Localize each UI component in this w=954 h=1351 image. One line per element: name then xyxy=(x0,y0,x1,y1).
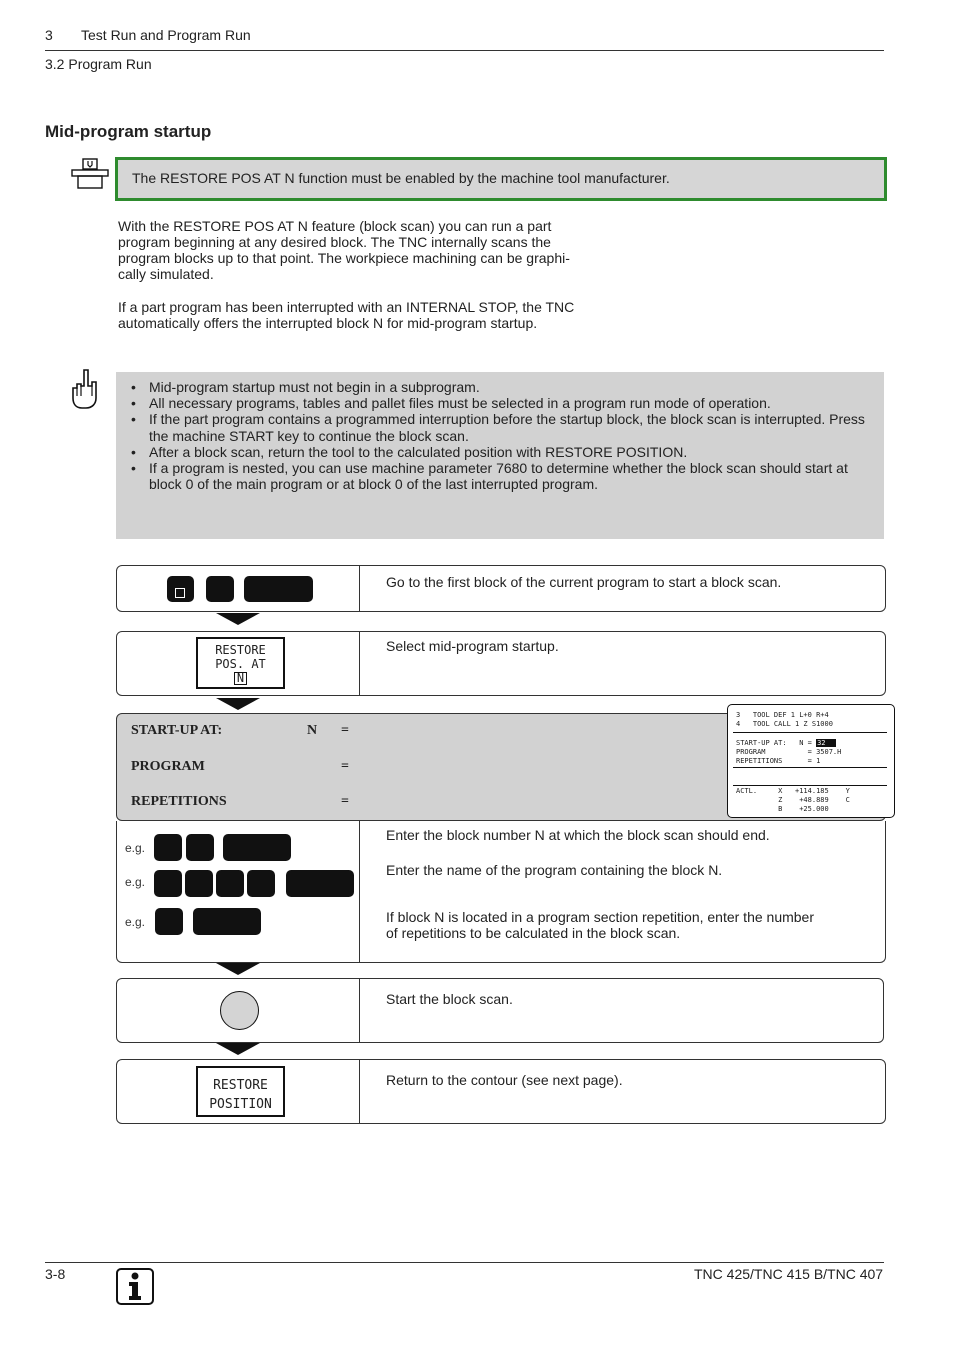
list-item: • If the part program contains a programmed interruption before the startup block, the block scan is interrupted. Press the machine START key to continue the block scan. xyxy=(131,411,871,443)
digit-key[interactable] xyxy=(206,576,234,602)
step-start-scan xyxy=(116,978,884,1043)
model-name: TNC 425/TNC 415 B/TNC 407 xyxy=(694,1266,884,1282)
equals-sign: = xyxy=(341,759,349,774)
program-label: PROGRAM xyxy=(131,759,205,774)
step-enter-values: e.g. e.g. e.g. Enter the block number N at which the block scan should end. Enter the name of the program containing the block N. If block N is located in a program section repetition, enter the number of repetitions to be calculated in the block scan. xyxy=(116,821,886,963)
flow-arrow xyxy=(216,1043,260,1055)
list-item: • Mid-program startup must not begin in a subprogram. xyxy=(131,379,871,395)
list-item: • After a block scan, return the tool to the calculated position with RESTORE POSITION. xyxy=(131,444,871,460)
digit-key[interactable] xyxy=(154,870,182,897)
enter-key[interactable] xyxy=(286,870,354,897)
header-rule xyxy=(45,50,884,51)
flow-arrow xyxy=(216,613,260,625)
step-5-text: Return to the contour (see next page). xyxy=(386,1072,623,1088)
digit-key[interactable] xyxy=(155,908,183,935)
notes-list xyxy=(131,379,871,492)
digit-key[interactable] xyxy=(216,870,244,897)
intro-paragraph-2: If a part program has been interrupted with an INTERNAL STOP, the TNC automatically offers the interrupted block N for mid-program startup. xyxy=(118,299,575,331)
list-item: • All necessary programs, tables and pallet files must be selected in a program run mode of operation. xyxy=(131,395,871,411)
intro-paragraph-1: With the RESTORE POS AT N feature (block scan) you can run a part program beginning at any desired block. The TNC internally scans the program blocks up to that point. The workpiece machining can be graphi- cally simulated. xyxy=(118,218,570,282)
enter-key[interactable] xyxy=(223,834,291,861)
repetitions-label: REPETITIONS xyxy=(131,794,227,809)
tnc-screen-preview: 3 TOOL DEF 1 L+0 R+4 4 TOOL CALL 1 Z S1000 START-UP AT: N = 32 PROGRAM = 3507.H REPETITIONS = 1 ACTL. X +114.185 Y Z +48.889 C B +25.000 xyxy=(727,704,895,818)
info-icon xyxy=(116,1268,154,1305)
pointing-hand-icon xyxy=(70,368,102,410)
step-4-text: Start the block scan. xyxy=(386,991,513,1007)
list-item: • If a program is nested, you can use machine parameter 7680 to determine whether the block scan should start at block 0 of the main program or at block 0 of the last interrupted program. xyxy=(131,460,871,492)
enter-key[interactable] xyxy=(193,908,261,935)
footer-rule xyxy=(45,1262,884,1263)
step-3c-text: If block N is located in a program section repetition, enter the number of repetitions to be calculated in the block scan. xyxy=(386,909,814,941)
chapter-title: Test Run and Program Run xyxy=(81,27,251,43)
restore-position-softkey[interactable]: RESTORE POSITION xyxy=(196,1066,285,1117)
section-title: 3.2 Program Run xyxy=(45,56,152,72)
page-title: Mid-program startup xyxy=(45,122,212,141)
flow-arrow xyxy=(216,698,260,710)
digit-key[interactable] xyxy=(185,870,213,897)
manufacturer-note-box xyxy=(115,157,887,201)
startup-at-label: START-UP AT: xyxy=(131,723,223,738)
machine-start-button[interactable] xyxy=(220,991,259,1030)
startup-n-label: N xyxy=(307,723,318,738)
step-goto-first-block xyxy=(116,565,886,612)
restore-pos-at-n-softkey[interactable]: RESTORE POS. AT N xyxy=(196,637,285,689)
page-number: 3-8 xyxy=(45,1266,66,1282)
step-3b-text: Enter the name of the program containing the block N. xyxy=(386,862,723,878)
manufacturer-note-text: The RESTORE POS AT N function must be enabled by the machine tool manufacturer. xyxy=(132,170,670,186)
flow-arrow xyxy=(216,963,260,975)
digit-key[interactable] xyxy=(247,870,275,897)
step-3a-text: Enter the block number N at which the block scan should end. xyxy=(386,827,770,843)
digit-key[interactable] xyxy=(186,834,214,861)
enter-key[interactable] xyxy=(244,576,313,602)
chapter-number: 3 xyxy=(45,27,53,43)
step-2-text: Select mid-program startup. xyxy=(386,638,559,654)
machine-tool-icon xyxy=(70,158,110,190)
step-select-startup xyxy=(116,631,886,696)
equals-sign: = xyxy=(341,723,349,738)
step-restore-position xyxy=(116,1059,886,1124)
step-1-text: Go to the first block of the current program to start a block scan. xyxy=(386,574,782,590)
goto-key[interactable] xyxy=(167,576,194,602)
digit-key[interactable] xyxy=(154,834,182,861)
equals-sign: = xyxy=(341,794,349,809)
